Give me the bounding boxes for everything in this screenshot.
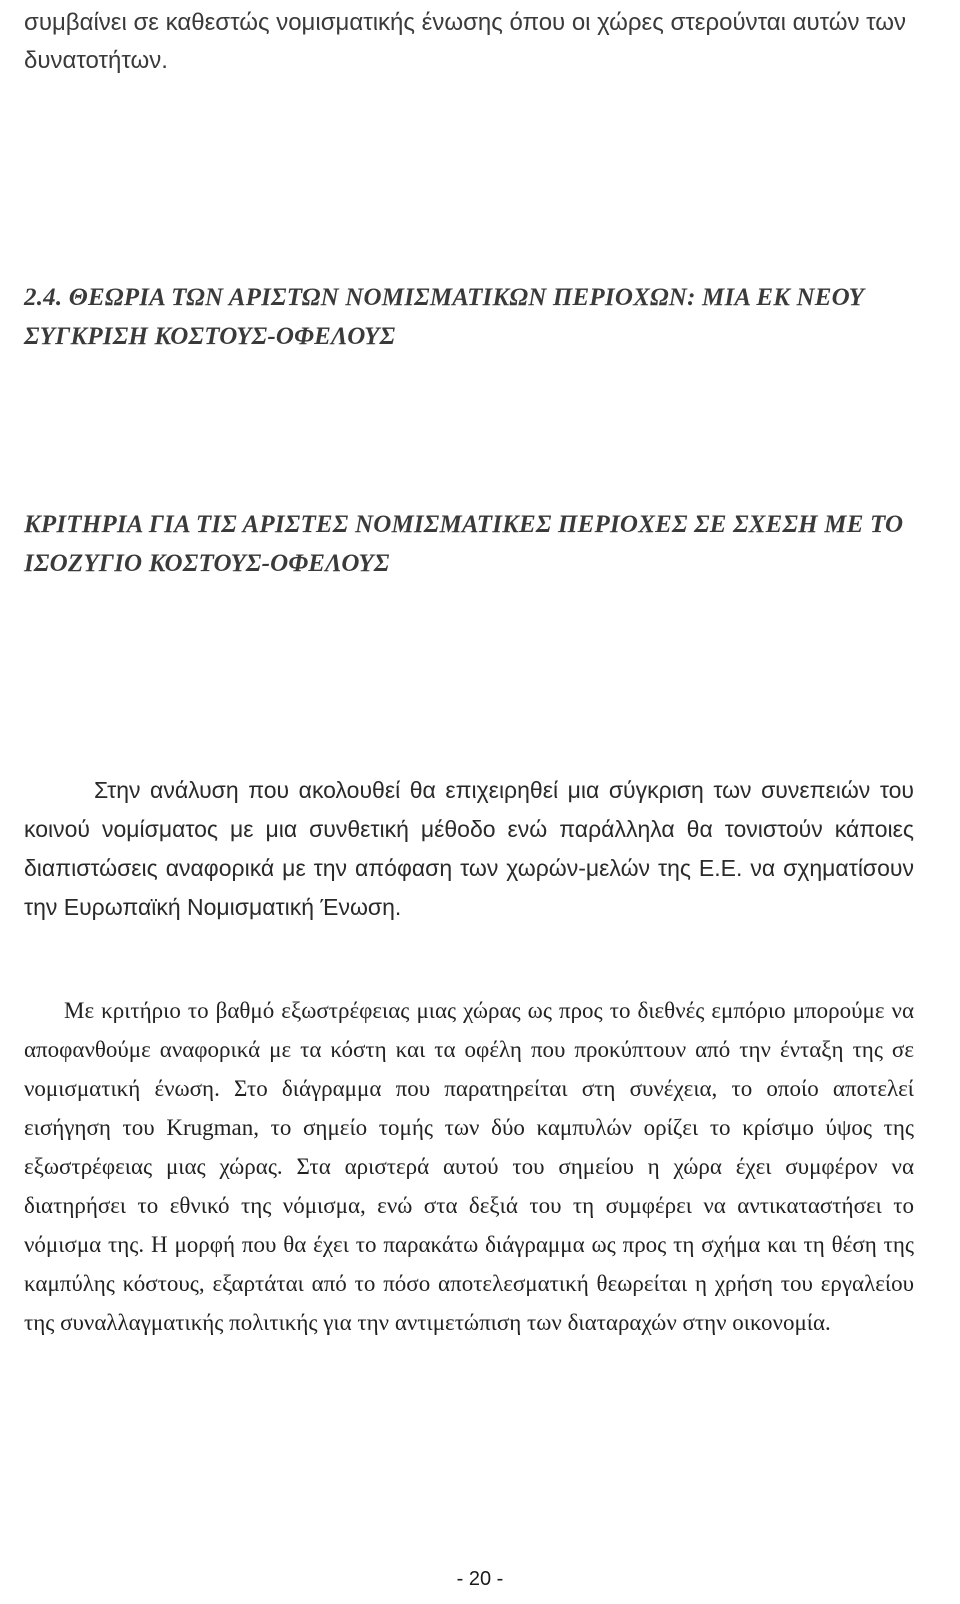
continuation-text: συμβαίνει σε καθεστώς νομισματικής ένωσης όπου οι χώρες στερούνται αυτών των δυνατοτήτων. <box>24 9 907 74</box>
subsection-heading: ΚΡΙΤΗΡΙΑ ΓΙΑ ΤΙΣ ΑΡΙΣΤΕΣ ΝΟΜΙΣΜΑΤΙΚΕΣ ΠΕΡΙΟΧΕΣ ΣΕ ΣΧΕΣΗ ΜΕ ΤΟ ΙΣΟΖΥΓΙΟ ΚΟΣΤΟΥΣ-ΟΦΕΛΟΥΣ <box>24 511 904 577</box>
paragraph-openness-criterion: Με κριτήριο το βαθμό εξωστρέφειας μιας χώρας ως προς το διεθνές εμπόριο μπορούμε να αποφανθούμε αναφορικά με τα κόστη και τα οφέλη που προκύπτουν από την ένταξη της σε νομισματική ένωση. Στο διάγραμμα που παρατηρείται στη συνέχεια, το οποίο αποτελεί εισήγηση του Krugman, το σημείο τομής των δύο καμπυλών ορίζει το κρίσιμο ύψος της εξωστρέφειας μιας χώρας. Στα αριστερά αυτού του σημείου η χώρα έχει συμφέρον να διατηρήσει το εθνικό της νόμισμα, ενώ στα δεξιά του τη συμφέρει να αντικαταστήσει το νόμισμα της. Η μορφή που θα έχει το παρακάτω διάγραμμα ως προς τη σχήμα και τη θέση της καμπύλης κόστους, εξαρτάται από το πόσο αποτελεσματική θεωρείται η χρήση του εργαλείου της συναλλαγματικής πολιτικής για την αντιμετώπιση των διαταραχών στην οικονομία. <box>24 998 914 1335</box>
section-heading: 2.4. ΘΕΩΡΙΑ ΤΩΝ ΑΡΙΣΤΩΝ ΝΟΜΙΣΜΑΤΙΚΩΝ ΠΕΡΙΟΧΩΝ: ΜΙΑ ΕΚ ΝΕΟΥ ΣΥΓΚΡΙΣΗ ΚΟΣΤΟΥΣ-ΟΦΕΛΟΥΣ <box>24 284 865 350</box>
page-number: - 20 - <box>456 1568 504 1590</box>
paragraph-analysis: Στην ανάλυση που ακολουθεί θα επιχειρηθεί μια σύγκριση των συνεπειών του κοινού νομίσματος με μια συνθετική μέθοδο ενώ παράλληλα θα τονιστούν κάποιες διαπιστώσεις αναφορικά με την απόφαση των χωρών-μελών της Ε.Ε. να σχηματίσουν την Ευρωπαϊκή Νομισματική Ένωση. <box>24 777 914 920</box>
